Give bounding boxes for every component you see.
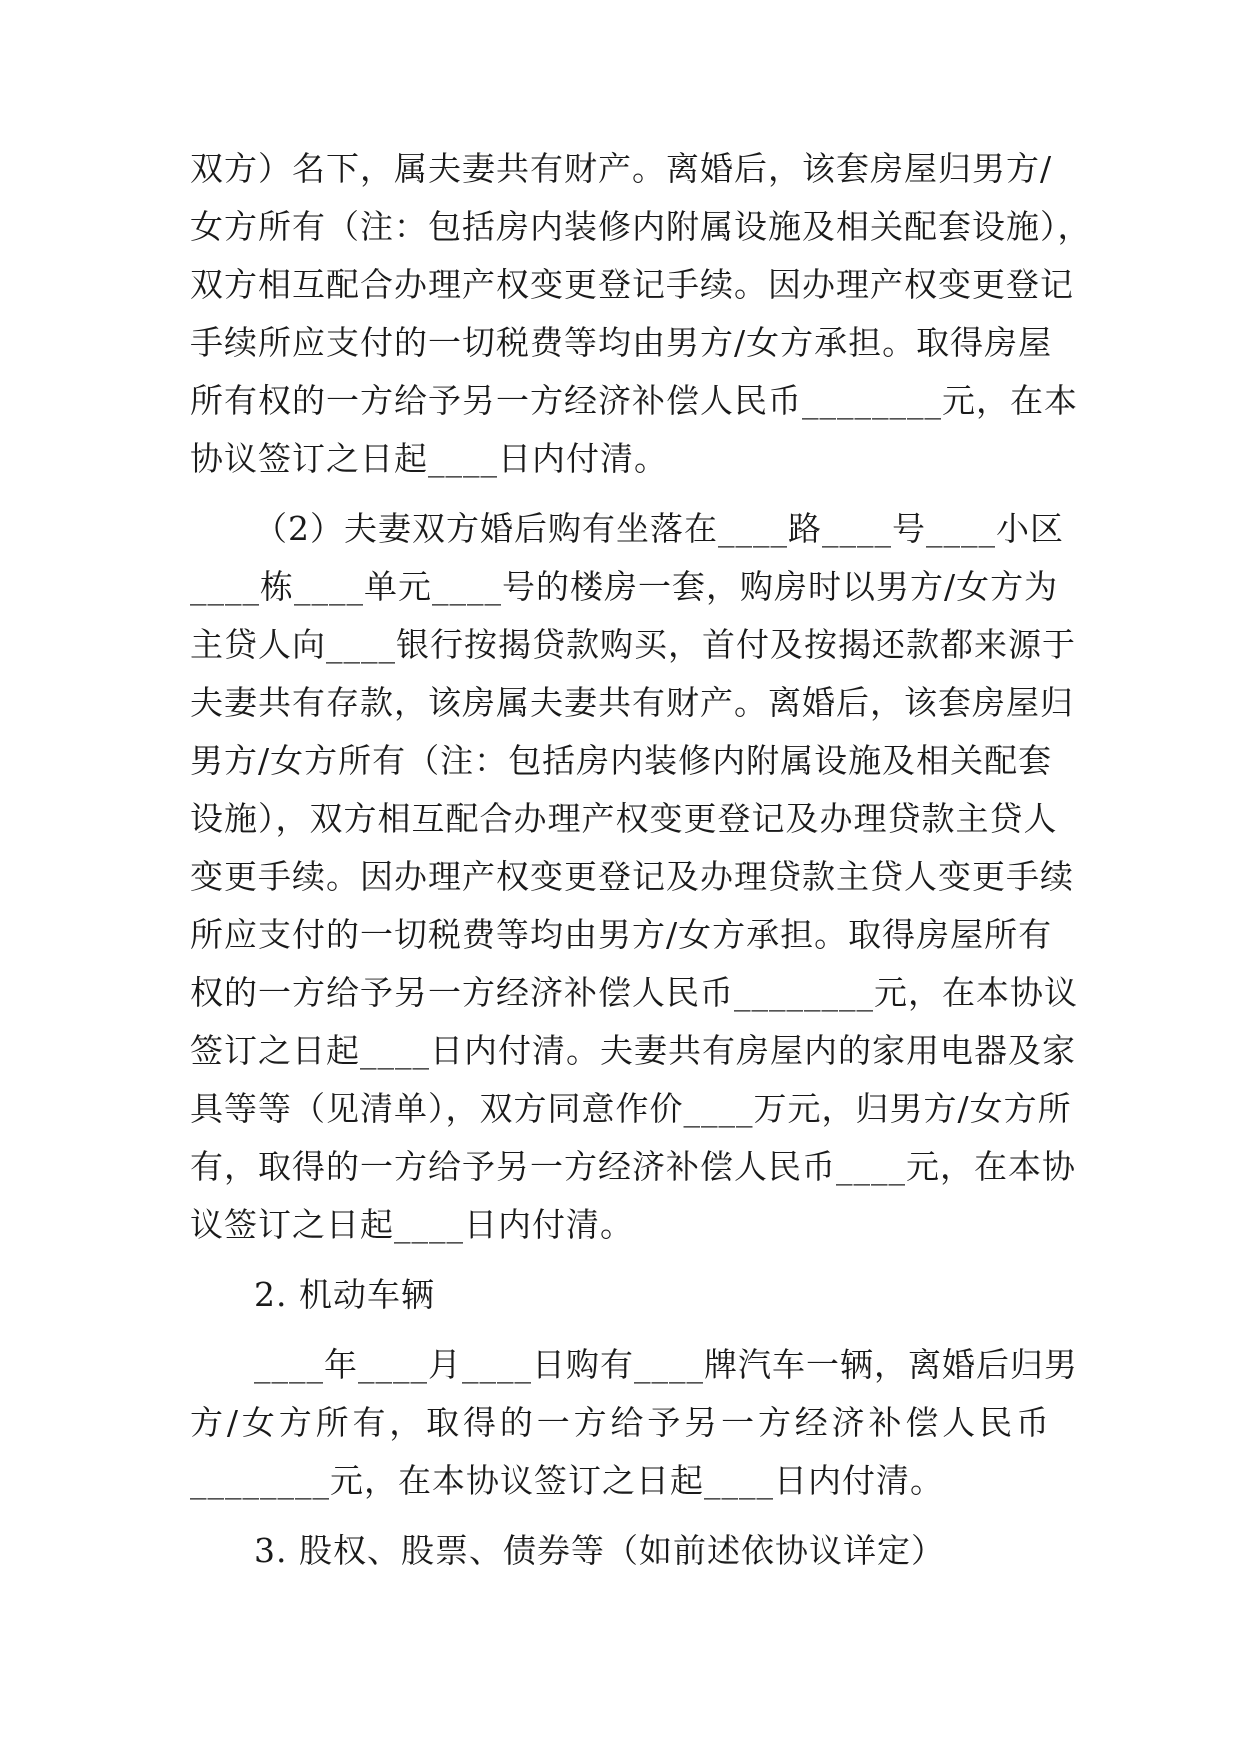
- section-heading-securities: 3. 股权、股票、债券等（如前述依协议详定）: [254, 1531, 945, 1570]
- text-line: ____年____月____日购有____牌汽车一辆，离婚后归男: [254, 1345, 1078, 1384]
- text-line: 所应支付的一切税费等均由男方/女方承担。取得房屋所有: [190, 915, 1053, 954]
- text-line: 协议签订之日起____日内付清。: [190, 439, 668, 478]
- section-heading-vehicles: 2. 机动车辆: [254, 1275, 435, 1314]
- text-line: 主贷人向____银行按揭贷款购买，首付及按揭还款都来源于: [190, 625, 1076, 664]
- text-line: 手续所应支付的一切税费等均由男方/女方承担。取得房屋: [190, 323, 1053, 362]
- text-line: ________元，在本协议签订之日起____日内付清。: [190, 1461, 944, 1500]
- text-line: 双方相互配合办理产权变更登记手续。因办理产权变更登记: [190, 265, 1074, 304]
- text-line: 男方/女方所有（注：包括房内装修内附属设施及相关配套: [190, 741, 1053, 780]
- text-line: 方/女方所有，取得的一方给予另一方经济补偿人民币: [190, 1403, 1050, 1442]
- text-line: 有，取得的一方给予另一方经济补偿人民币____元，在本协: [190, 1147, 1076, 1186]
- text-line: 夫妻共有存款，该房属夫妻共有财产。离婚后，该套房屋归: [190, 683, 1074, 722]
- text-line: 双方）名下，属夫妻共有财产。离婚后，该套房屋归男方/: [190, 149, 1053, 188]
- text-line: 设施），双方相互配合办理产权变更登记及办理贷款主贷人: [190, 799, 1058, 838]
- text-line: 议签订之日起____日内付清。: [190, 1205, 634, 1244]
- text-line: 女方所有（注：包括房内装修内附属设施及相关配套设施），: [190, 207, 1092, 246]
- text-line: ____栋____单元____号的楼房一套，购房时以男方/女方为: [190, 567, 1059, 606]
- text-line: 变更手续。因办理产权变更登记及办理贷款主贷人变更手续: [190, 857, 1074, 896]
- text-line: 签订之日起____日内付清。夫妻共有房屋内的家用电器及家: [190, 1031, 1076, 1070]
- text-line: 所有权的一方给予另一方经济补偿人民币________元，在本: [190, 381, 1078, 420]
- text-line: 具等等（见清单），双方同意作价____万元，归男方/女方所: [190, 1089, 1072, 1128]
- text-line: 权的一方给予另一方经济补偿人民币________元，在本协议: [190, 973, 1078, 1012]
- paragraph-2-first-line: （2）夫妻双方婚后购有坐落在____路____号____小区: [254, 509, 1064, 548]
